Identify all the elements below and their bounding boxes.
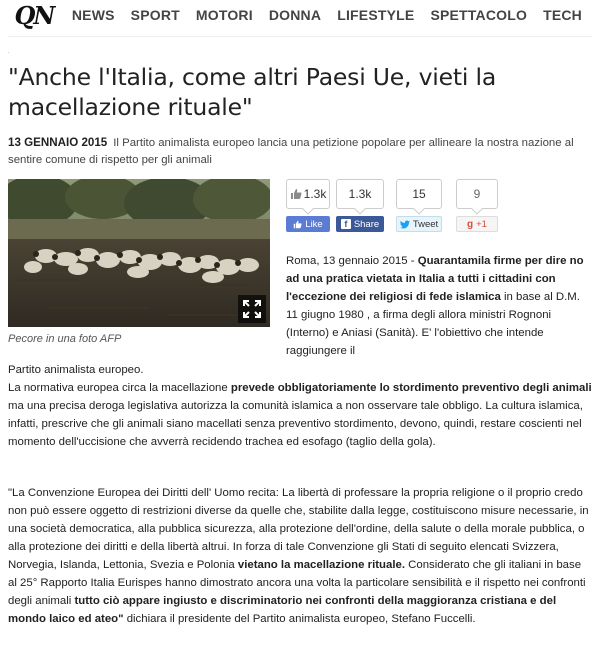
article-subtitle: Il Partito animalista europeo lancia una petizione popolare per allineare la nostra nazione al sentire comune di rispetto per gli animali	[8, 137, 574, 166]
lead-dateline: Roma, 13 gennaio 2015 -	[286, 255, 418, 267]
article-photo[interactable]	[8, 179, 270, 327]
nav-item-news[interactable]: NEWS	[71, 7, 115, 23]
lead-rest: in base al D.M. 11 giugno 1980 , a firma degli allora ministri Rognoni (Interno) e Aniasi (Sanità). E' l'obiettivo che intende raggiungere il	[286, 291, 580, 357]
paragraph-1-highlight: prevede obbligatoriamente lo stordimento preventivo degli animali	[230, 382, 592, 394]
facebook-like-widget[interactable]	[286, 179, 330, 232]
divider-dot: ·	[7, 48, 10, 57]
google-plus-button[interactable]: g +1	[456, 216, 498, 232]
paragraph-1-first-line: Partito animalista europeo.	[8, 364, 144, 376]
facebook-share-widget[interactable]	[336, 179, 384, 232]
paragraph-2-highlight-a: vietano la macellazione rituale.	[237, 559, 405, 571]
expand-photo-button[interactable]	[238, 295, 266, 323]
twitter-bird-icon	[400, 220, 410, 229]
nav-item-lifestyle[interactable]: LIFESTYLE	[337, 7, 415, 23]
google-plus-icon: g	[467, 218, 474, 230]
sheep-photo-image	[8, 179, 270, 327]
paragraph-2-text-a: "La Convenzione Europea dei Diritti dell' Uomo recita: La libertà di professare la propria religione o il proprio credo non può essere oggetto di restrizioni diverse da quelle che, stabilite dalla legge, costituiscono misure necessarie, in una società democratica, alla pubblica sicurezza, alla protezione dell'ordine, della salute o della morale pubblica, o alla protezione dei diritti e della libertà altrui. In forza di tale Convenzione gli Stati di seguito elencati Svizzera, Norvegia, Islanda, Lettonia, Svezia e Polonia	[8, 487, 589, 571]
nav-item-sport[interactable]: SPORT	[130, 7, 180, 23]
facebook-icon: f	[341, 219, 351, 229]
lead-highlight: Quarantamila firme per dire no ad una pratica vietata in Italia a tutti i cittadini con l'eccezione dei religiosi di fede islamica	[286, 255, 584, 303]
tweet-button[interactable]: Tweet	[396, 216, 442, 232]
google-plus-widget[interactable]	[456, 179, 498, 232]
facebook-share-count: 1.3k	[336, 179, 384, 209]
divider	[8, 36, 592, 37]
twitter-widget[interactable]	[396, 179, 442, 232]
top-navbar	[0, 0, 598, 30]
paragraph-2-text-c: dichiara il presidente del Partito animalista europeo, Stefano Fuccelli.	[123, 613, 476, 625]
article-lead	[286, 252, 590, 360]
facebook-like-button[interactable]: Like	[286, 216, 330, 232]
facebook-share-button[interactable]: f Share	[336, 216, 384, 232]
google-plus-count: 9	[456, 179, 498, 209]
article-paragraph-1	[8, 361, 592, 451]
paragraph-1-text-b: ma una precisa deroga legislativa autorizza la comunità islamica a non osservare tale obbligo. La cultura islamica, infatti, prescrive che gli animali siano macellati senza preventivo stordimento, devono, quindi, restare coscienti nel momento dell'uccisione che avverrà recidendo trachea ed esofago (taglio della gola).	[8, 400, 583, 448]
nav-item-tech[interactable]: TECH	[543, 7, 582, 23]
facebook-like-count: 1.3k	[286, 179, 330, 209]
site-logo[interactable]: QN	[14, 0, 54, 30]
nav-item-spettacolo[interactable]: SPETTACOLO	[430, 7, 528, 23]
article-title: "Anche l'Italia, come altri Paesi Ue, vieti la macellazione rituale"	[8, 63, 497, 121]
thumbs-up-icon	[290, 188, 302, 200]
expand-icon	[242, 299, 262, 319]
main-nav	[72, 7, 598, 23]
article-paragraph-2	[8, 484, 592, 628]
article-meta	[8, 134, 592, 169]
paragraph-2-highlight-b: tutto ciò appare ingiusto e discriminatorio nei confronti della maggioranza cristiana e del mondo laico ed ateo"	[8, 595, 557, 625]
paragraph-2-text-b: Considerato che gli italiani in base al 25° Rapporto Italia Eurispes hanno dimostrato ancora una volta la particolare sensibilità e il rispetto nei confronti degli animali	[8, 559, 586, 607]
paragraph-1-text-a: La normativa europea circa la macellazione	[8, 382, 231, 394]
twitter-count: 15	[396, 179, 442, 209]
nav-item-donna[interactable]: DONNA	[268, 7, 322, 23]
photo-caption: Pecore in una foto AFP	[8, 333, 122, 345]
article-date: 13 GENNAIO 2015	[8, 136, 108, 149]
thumbs-up-icon	[293, 220, 302, 229]
nav-item-motori[interactable]: MOTORI	[195, 7, 253, 23]
